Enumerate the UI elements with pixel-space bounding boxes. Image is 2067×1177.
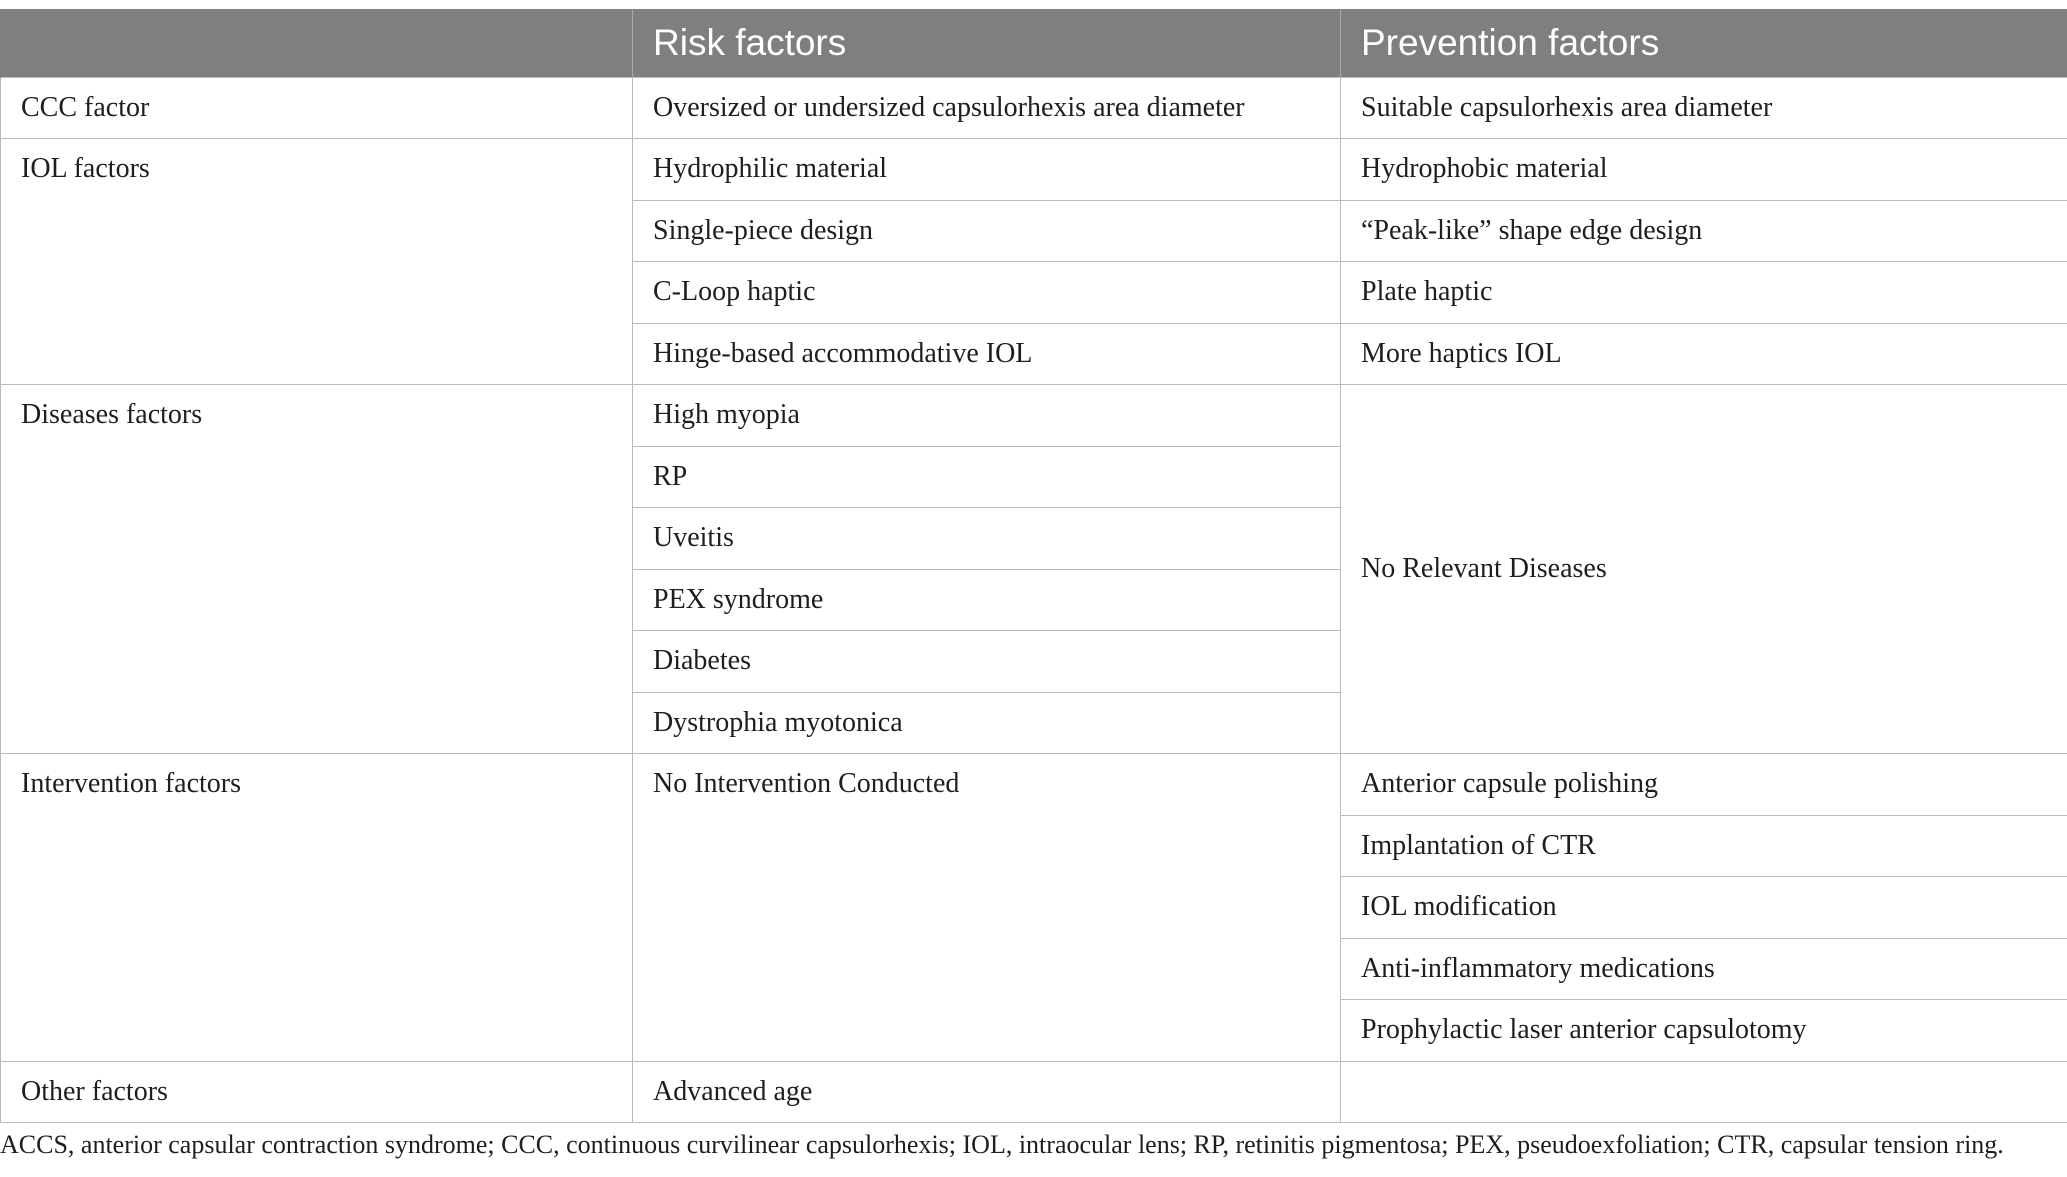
- table-row: [1, 1061, 2067, 1123]
- category-cell: Intervention factors: [1, 754, 633, 1062]
- prevention-cell: No Relevant Diseases: [1341, 385, 2067, 754]
- risk-cell: Dystrophia myotonica: [633, 692, 1341, 754]
- table-footnote: ACCS, anterior capsular contraction syndrome; CCC, continuous curvilinear capsulorhexis; IOL, intraocular lens; RP, retinitis pigmentosa; PEX, pseudoexfoliation; CTR, capsular tension ring.: [0, 1130, 2004, 1159]
- risk-cell: Advanced age: [633, 1061, 1341, 1123]
- prevention-cell: Anti-inflammatory medications: [1341, 938, 2067, 1000]
- header-row: [1, 9, 2067, 77]
- header-blank: [1, 9, 633, 77]
- prevention-cell: More haptics IOL: [1341, 323, 2067, 385]
- table-row: [1, 385, 2067, 447]
- factors-table: [0, 9, 2067, 1123]
- category-cell: CCC factor: [1, 77, 633, 139]
- category-cell: IOL factors: [1, 139, 633, 385]
- risk-cell: Single-piece design: [633, 200, 1341, 262]
- prevention-cell: “Peak-like” shape edge design: [1341, 200, 2067, 262]
- risk-cell: C-Loop haptic: [633, 262, 1341, 324]
- risk-cell: No Intervention Conducted: [633, 754, 1341, 1062]
- table-row: [1, 77, 2067, 139]
- header-prevention-factors: Prevention factors: [1341, 9, 2067, 77]
- prevention-cell: Plate haptic: [1341, 262, 2067, 324]
- header-risk-factors: Risk factors: [633, 9, 1341, 77]
- category-cell: Diseases factors: [1, 385, 633, 754]
- prevention-cell: IOL modification: [1341, 877, 2067, 939]
- factors-table-container: [0, 9, 2067, 1123]
- table-row: [1, 754, 2067, 816]
- risk-cell: Hydrophilic material: [633, 139, 1341, 201]
- risk-cell: PEX syndrome: [633, 569, 1341, 631]
- prevention-cell: Hydrophobic material: [1341, 139, 2067, 201]
- prevention-cell: Prophylactic laser anterior capsulotomy: [1341, 1000, 2067, 1062]
- risk-cell: Oversized or undersized capsulorhexis area diameter: [633, 77, 1341, 139]
- prevention-cell: Implantation of CTR: [1341, 815, 2067, 877]
- risk-cell: High myopia: [633, 385, 1341, 447]
- prevention-cell: Suitable capsulorhexis area diameter: [1341, 77, 2067, 139]
- risk-cell: Diabetes: [633, 631, 1341, 693]
- risk-cell: RP: [633, 446, 1341, 508]
- risk-cell: Hinge-based accommodative IOL: [633, 323, 1341, 385]
- prevention-cell: [1341, 1061, 2067, 1123]
- category-cell: Other factors: [1, 1061, 633, 1123]
- prevention-cell: Anterior capsule polishing: [1341, 754, 2067, 816]
- risk-cell: Uveitis: [633, 508, 1341, 570]
- table-row: [1, 139, 2067, 201]
